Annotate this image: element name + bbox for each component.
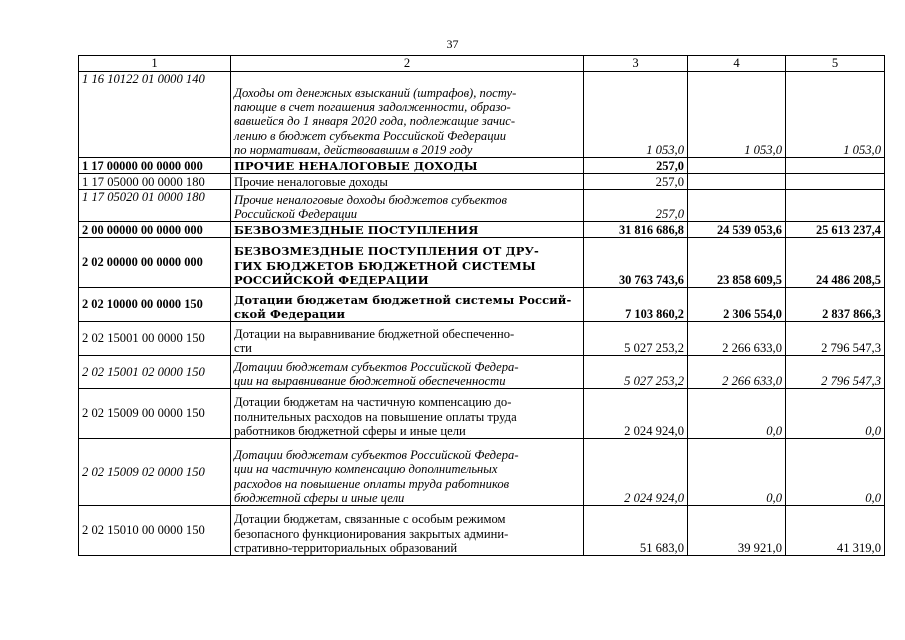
- row-code: 2 02 15010 00 0000 150: [79, 506, 231, 556]
- row-value-col5: 2 837 866,3: [786, 288, 885, 322]
- row-name: Доходы от денежных взысканий (штрафов), посту- пающие в счет погашения задолженности, образо- вавшейся до 1 января 2020 года, подлежащие зачис- лению в бюджет субъекта Российской Федерации по нормативам, действовавшим в 2019 году: [231, 72, 584, 158]
- row-name: ПРОЧИЕ НЕНАЛОГОВЫЕ ДОХОДЫ: [231, 158, 584, 174]
- row-value-col3: 30 763 743,6: [584, 238, 688, 288]
- row-value-col3: 257,0: [584, 174, 688, 190]
- row-code: 2 02 00000 00 0000 000: [79, 238, 231, 288]
- row-value-col5: 0,0: [786, 389, 885, 439]
- row-code: 2 00 00000 00 0000 000: [79, 222, 231, 238]
- table-row: [79, 238, 885, 288]
- row-value-col5: 2 796 547,3: [786, 356, 885, 389]
- column-header-4: 4: [688, 56, 786, 72]
- budget-revenue-table: [78, 55, 885, 556]
- row-value-col3: 51 683,0: [584, 506, 688, 556]
- row-value-col3: 257,0: [584, 158, 688, 174]
- row-code: 1 17 00000 00 0000 000: [79, 158, 231, 174]
- row-value-col5: 25 613 237,4: [786, 222, 885, 238]
- column-header-2: 2: [231, 56, 584, 72]
- row-value-col4: 24 539 053,6: [688, 222, 786, 238]
- row-value-col5: 24 486 208,5: [786, 238, 885, 288]
- row-value-col4: 0,0: [688, 439, 786, 506]
- row-code: 2 02 15001 00 0000 150: [79, 322, 231, 356]
- row-code: 1 17 05020 01 0000 180: [79, 190, 231, 222]
- row-value-col3: 5 027 253,2: [584, 322, 688, 356]
- column-number-row: [79, 56, 885, 72]
- row-value-col3: 2 024 924,0: [584, 389, 688, 439]
- table-row: [79, 72, 885, 158]
- row-code: 1 17 05000 00 0000 180: [79, 174, 231, 190]
- row-value-col4: 2 266 633,0: [688, 356, 786, 389]
- row-value-col5: [786, 174, 885, 190]
- column-header-1: 1: [79, 56, 231, 72]
- row-value-col4: 1 053,0: [688, 72, 786, 158]
- row-value-col5: 41 319,0: [786, 506, 885, 556]
- row-name: Дотации бюджетам на частичную компенсацию до- полнительных расходов на повышение оплаты труда работников бюджетной сферы и иные цели: [231, 389, 584, 439]
- row-value-col5: [786, 158, 885, 174]
- row-value-col3: 31 816 686,8: [584, 222, 688, 238]
- row-name: БЕЗВОЗМЕЗДНЫЕ ПОСТУПЛЕНИЯ: [231, 222, 584, 238]
- row-value-col5: 0,0: [786, 439, 885, 506]
- row-name: Дотации бюджетам субъектов Российской Федера- ции на выравнивание бюджетной обеспеченности: [231, 356, 584, 389]
- row-value-col3: 2 024 924,0: [584, 439, 688, 506]
- row-name: Прочие неналоговые доходы: [231, 174, 584, 190]
- row-value-col4: 2 266 633,0: [688, 322, 786, 356]
- row-value-col4: [688, 190, 786, 222]
- row-value-col4: 39 921,0: [688, 506, 786, 556]
- row-value-col4: [688, 158, 786, 174]
- row-name: БЕЗВОЗМЕЗДНЫЕ ПОСТУПЛЕНИЯ ОТ ДРУ- ГИХ БЮДЖЕТОВ БЮДЖЕТНОЙ СИСТЕМЫ РОССИЙСКОЙ ФЕДЕРАЦИИ: [231, 238, 584, 288]
- row-value-col5: 1 053,0: [786, 72, 885, 158]
- row-name: Дотации на выравнивание бюджетной обеспеченно- сти: [231, 322, 584, 356]
- row-name: Дотации бюджетам субъектов Российской Федера- ции на частичную компенсацию дополнительных расходов на повышение оплаты труда работников бюджетной сферы и иные цели: [231, 439, 584, 506]
- row-code: 2 02 10000 00 0000 150: [79, 288, 231, 322]
- row-code: 2 02 15001 02 0000 150: [79, 356, 231, 389]
- row-code: 1 16 10122 01 0000 140: [79, 72, 231, 158]
- table-row: [79, 506, 885, 556]
- row-value-col3: 5 027 253,2: [584, 356, 688, 389]
- row-code: 2 02 15009 00 0000 150: [79, 389, 231, 439]
- row-name: Дотации бюджетам, связанные с особым режимом безопасного функционирования закрытых админи- стративно-территориальных образований: [231, 506, 584, 556]
- table-row: [79, 439, 885, 506]
- table-row: [79, 322, 885, 356]
- row-value-col4: 2 306 554,0: [688, 288, 786, 322]
- row-value-col4: 23 858 609,5: [688, 238, 786, 288]
- row-name: Дотации бюджетам бюджетной системы Россий- ской Федерации: [231, 288, 584, 322]
- row-value-col3: 257,0: [584, 190, 688, 222]
- table-row: [79, 190, 885, 222]
- row-code: 2 02 15009 02 0000 150: [79, 439, 231, 506]
- column-header-5: 5: [786, 56, 885, 72]
- table-row: [79, 389, 885, 439]
- row-name: Прочие неналоговые доходы бюджетов субъектов Российской Федерации: [231, 190, 584, 222]
- row-value-col3: 7 103 860,2: [584, 288, 688, 322]
- row-value-col5: 2 796 547,3: [786, 322, 885, 356]
- row-value-col3: 1 053,0: [584, 72, 688, 158]
- page-number: 37: [446, 37, 459, 51]
- column-header-3: 3: [584, 56, 688, 72]
- table-row: [79, 222, 885, 238]
- row-value-col4: [688, 174, 786, 190]
- table-row: [79, 356, 885, 389]
- table-row: [79, 158, 885, 174]
- row-value-col4: 0,0: [688, 389, 786, 439]
- row-value-col5: [786, 190, 885, 222]
- table-row: [79, 288, 885, 322]
- table-row: [79, 174, 885, 190]
